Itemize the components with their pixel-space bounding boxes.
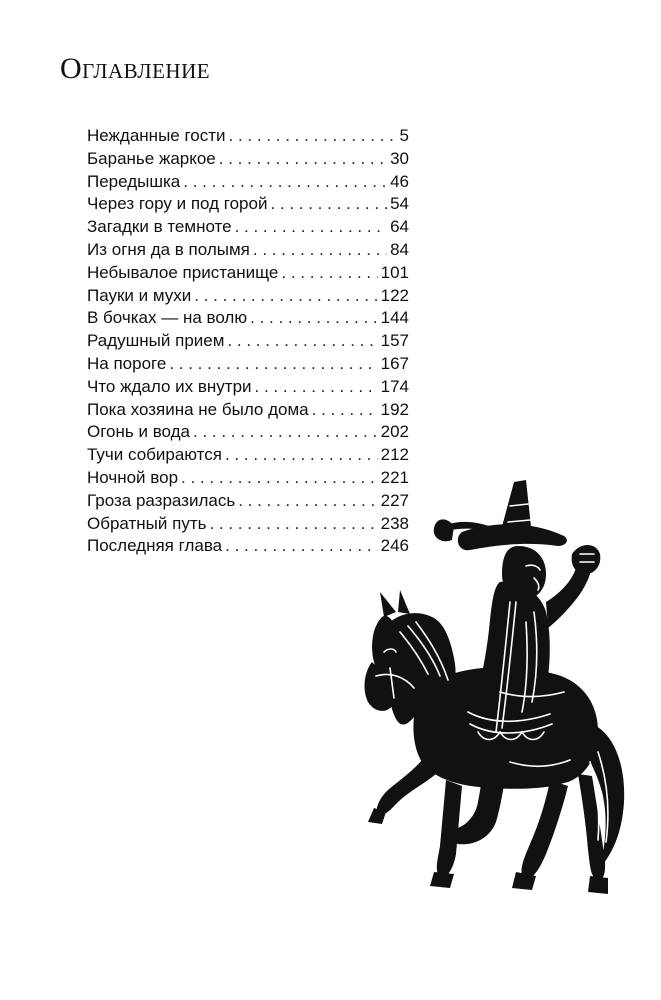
dot-leader — [169, 353, 377, 376]
chapter-title: Нежданные гости — [87, 126, 226, 145]
dot-leader — [183, 171, 387, 194]
page-number: 192 — [380, 399, 409, 419]
page-number: 174 — [380, 376, 409, 396]
dot-leader — [193, 421, 378, 444]
toc-entry[interactable] — [87, 171, 409, 194]
chapter-title: Последняя глава — [87, 536, 223, 556]
chapter-title: Огонь и вода — [87, 422, 190, 442]
page-number: 238 — [380, 513, 409, 533]
page-number: 144 — [380, 308, 409, 328]
chapter-title: Тучи собираются — [87, 445, 222, 465]
page-number: 46 — [390, 171, 409, 191]
chapter-title: Из огня да в полымя — [87, 239, 250, 259]
page-number: 122 — [380, 285, 409, 305]
toc-entry[interactable] — [87, 148, 409, 171]
toc-entry[interactable] — [87, 376, 409, 399]
chapter-title: Пока хозяина не было дома — [87, 399, 309, 419]
dot-leader — [253, 239, 387, 262]
page-number: 5 — [399, 126, 409, 145]
toc-entry[interactable] — [87, 125, 409, 148]
dot-leader — [194, 285, 377, 308]
page-number: 54 — [390, 194, 409, 214]
dot-leader — [227, 330, 377, 353]
dot-leader — [235, 216, 387, 239]
dot-leader — [255, 376, 378, 399]
chapter-title: Пауки и мухи — [87, 285, 192, 305]
page-number: 64 — [390, 217, 409, 237]
toc-entry[interactable] — [87, 193, 409, 216]
chapter-title: На пороге — [87, 353, 167, 373]
toc-entry[interactable] — [87, 307, 409, 330]
page-number: 221 — [380, 467, 409, 487]
dot-leader — [250, 307, 378, 330]
toc-entry[interactable] — [87, 239, 409, 262]
dot-leader — [281, 262, 377, 285]
toc-entry[interactable] — [87, 262, 409, 285]
page-number: 212 — [380, 445, 409, 465]
chapter-title: Радушный прием — [87, 331, 225, 351]
page-number: 101 — [380, 262, 409, 282]
dot-leader — [181, 467, 378, 490]
toc-entry[interactable] — [87, 353, 409, 376]
chapter-title: Небывалое пристанище — [87, 262, 279, 282]
page-number: 227 — [380, 490, 409, 510]
page-number: 84 — [390, 239, 409, 259]
dot-leader — [270, 193, 387, 216]
page-number: 30 — [390, 148, 409, 168]
chapter-title: В бочках — на волю — [87, 308, 248, 328]
chapter-title: Через гору и под горой — [87, 194, 268, 214]
toc-entry[interactable] — [87, 399, 409, 422]
page-title: Оглавление — [60, 52, 211, 85]
chapter-title: Гроза разразилась — [87, 490, 236, 510]
dot-leader — [229, 125, 397, 148]
chapter-title: Передышка — [87, 171, 181, 191]
wizard-on-horse-icon — [350, 462, 640, 922]
chapter-title: Что ждало их внутри — [87, 376, 252, 396]
chapter-title: Загадки в темноте — [87, 217, 232, 237]
chapter-title: Обратный путь — [87, 513, 207, 533]
page-number: 246 — [380, 536, 409, 556]
chapter-title: Баранье жаркое — [87, 148, 216, 168]
dot-leader — [312, 399, 378, 422]
page-number: 157 — [380, 331, 409, 351]
chapter-title: Ночной вор — [87, 467, 179, 487]
toc-entry[interactable] — [87, 330, 409, 353]
dot-leader — [219, 148, 387, 171]
page-number: 202 — [380, 422, 409, 442]
toc-entry[interactable] — [87, 421, 409, 444]
toc-entry[interactable] — [87, 285, 409, 308]
toc-entry[interactable] — [87, 216, 409, 239]
page-number: 167 — [380, 353, 409, 373]
